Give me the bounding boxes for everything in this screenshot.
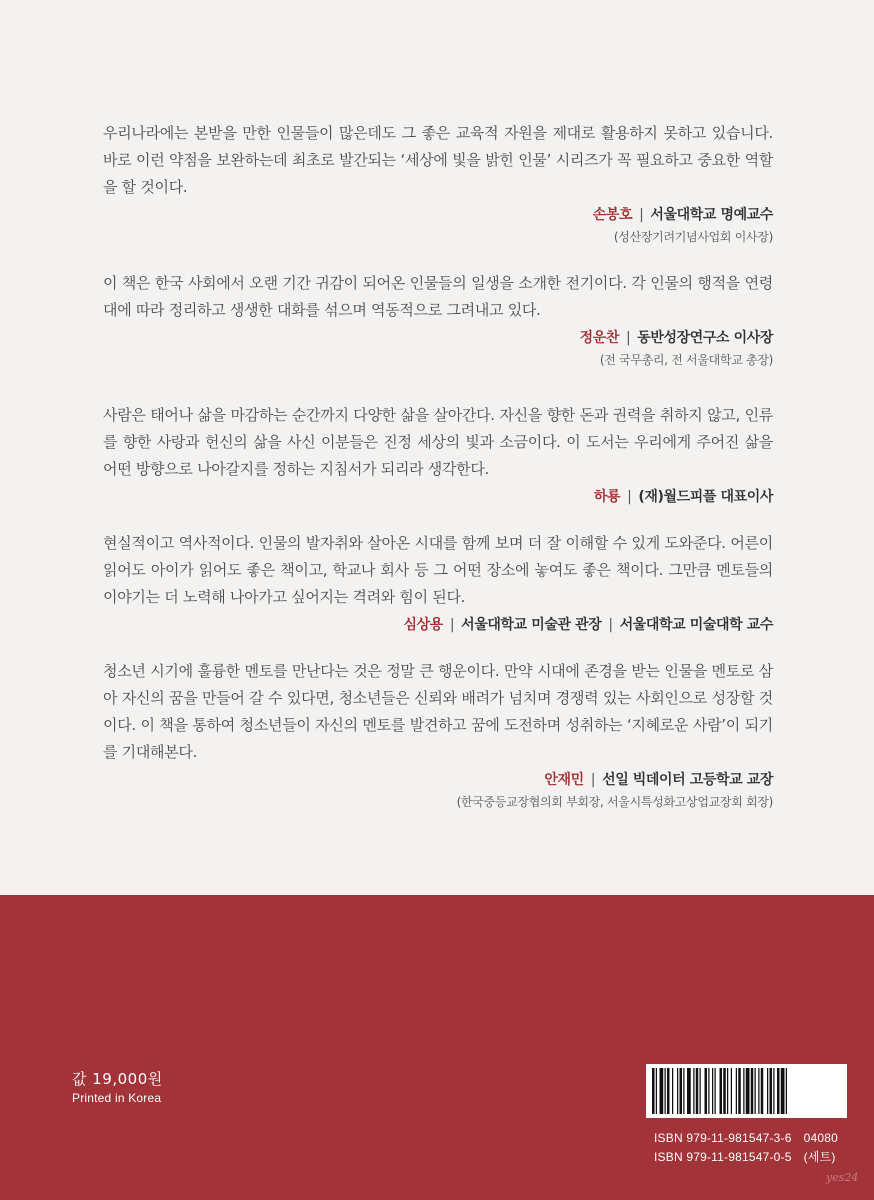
endorser-subtitle: (성산장기려기념사업회 이사장)	[613, 230, 773, 244]
endorser-title: (재)월드피플 대표이사	[638, 489, 773, 505]
isbn-addon: (세트)	[803, 1150, 836, 1164]
endorsement-attribution	[103, 328, 773, 348]
endorser-name: 안재민	[544, 772, 584, 788]
printed-in: Printed in Korea	[72, 1091, 162, 1105]
endorsement-2	[103, 270, 773, 402]
separator: |	[590, 772, 596, 788]
endorser-name: 손봉호	[592, 207, 633, 223]
endorser-title-2: 서울대학교 미술대학 교수	[619, 617, 773, 633]
endorsement-text: 청소년 시기에 훌륭한 멘토를 만난다는 것은 정말 큰 행운이다. 만약 시대에 존경을 받는 인물을 멘토로 삼아 자신의 꿈을 만들어 갈 수 있다면, 청소년들은 신뢰와 배려가 넘치며 경쟁력 있는 사회인으로 성장할 것이다. 이 책을 통하여 청소년들이 자신의 멘토를 발견하고 꿈에 도전하며 성취하는 ‘지혜로운 사람’이 되기를 기대해본다.	[103, 662, 773, 761]
endorsement-attribution	[103, 487, 773, 507]
barcode-graphic	[646, 1064, 847, 1118]
endorsement-text: 이 책은 한국 사회에서 오랜 기간 귀감이 되어온 인물들의 일생을 소개한 전기이다. 각 인물의 행적을 연령대에 따라 정리하고 생생한 대화를 섞으며 역동적으로 그려내고 있다.	[103, 274, 773, 319]
watermark-logo: yes24	[826, 1171, 859, 1184]
separator: |	[608, 617, 613, 633]
endorser-name: 하룡	[593, 489, 621, 505]
endorser-name: 정운찬	[579, 330, 619, 346]
isbn-number: ISBN 979-11-981547-0-5	[654, 1150, 792, 1164]
isbn-number: ISBN 979-11-981547-3-6	[654, 1131, 792, 1145]
endorsements	[103, 120, 773, 811]
price: 값 19,000원	[72, 1070, 163, 1088]
endorsement-3	[103, 402, 773, 530]
endorsement-attribution	[103, 770, 773, 790]
endorsement-text: 사람은 태어나 삶을 마감하는 순간까지 다양한 삶을 살아간다. 자신을 향한 돈과 권력을 취하지 않고, 인류를 향한 사랑과 헌신의 삶을 사신 이분들은 진정 세상의 빛과 소금이다. 이 도서는 우리에게 주어진 삶을 어떤 방향으로 나아갈지를 정하는 지침서가 되리라 생각한다.	[103, 406, 773, 478]
separator: |	[625, 330, 631, 346]
isbn-line-1	[654, 1131, 838, 1145]
endorsement-1	[103, 120, 773, 270]
endorser-title: 선일 빅데이터 고등학교 교장	[602, 772, 773, 788]
separator: |	[627, 489, 632, 505]
endorsement-attribution	[103, 205, 773, 225]
endorser-title: 동반성장연구소 이사장	[637, 330, 773, 346]
endorser-title: 서울대학교 미술관 관장	[461, 617, 602, 633]
endorser-title: 서울대학교 명예교수	[650, 207, 773, 223]
barcode	[646, 1064, 847, 1118]
endorser-subtitle: (한국중등교장협의회 부회장, 서울시특성화고상업교장회 회장)	[456, 795, 773, 809]
isbn-line-2	[654, 1148, 836, 1165]
back-cover-footer	[0, 895, 874, 1200]
endorsement-5	[103, 658, 773, 811]
endorsement-text: 현실적이고 역사적이다. 인물의 발자취와 살아온 시대를 함께 보며 더 잘 이해할 수 있게 도와준다. 어른이 읽어도 아이가 읽어도 좋은 책이고, 학교나 회사 등 그 어떤 장소에 놓여도 좋은 책이다. 그만큼 멘토들의 이야기는 더 노력해 나아가고 싶어지는 격려와 힘이 된다.	[103, 534, 773, 606]
separator: |	[449, 617, 455, 633]
endorser-subtitle: (전 국무총리, 전 서울대학교 총장)	[599, 353, 773, 367]
endorsement-4	[103, 530, 773, 658]
endorser-name: 심상용	[403, 617, 443, 633]
endorsement-text: 우리나라에는 본받을 만한 인물들이 많은데도 그 좋은 교육적 자원을 제대로 활용하지 못하고 있습니다. 바로 이런 약점을 보완하는데 최초로 발간되는 ‘세상에 빛을 밝힌 인물’ 시리즈가 꼭 필요하고 중요한 역할을 할 것이다.	[103, 124, 773, 196]
separator: |	[639, 207, 644, 223]
isbn-addon: 04080	[803, 1131, 838, 1145]
endorsement-attribution	[103, 615, 773, 635]
